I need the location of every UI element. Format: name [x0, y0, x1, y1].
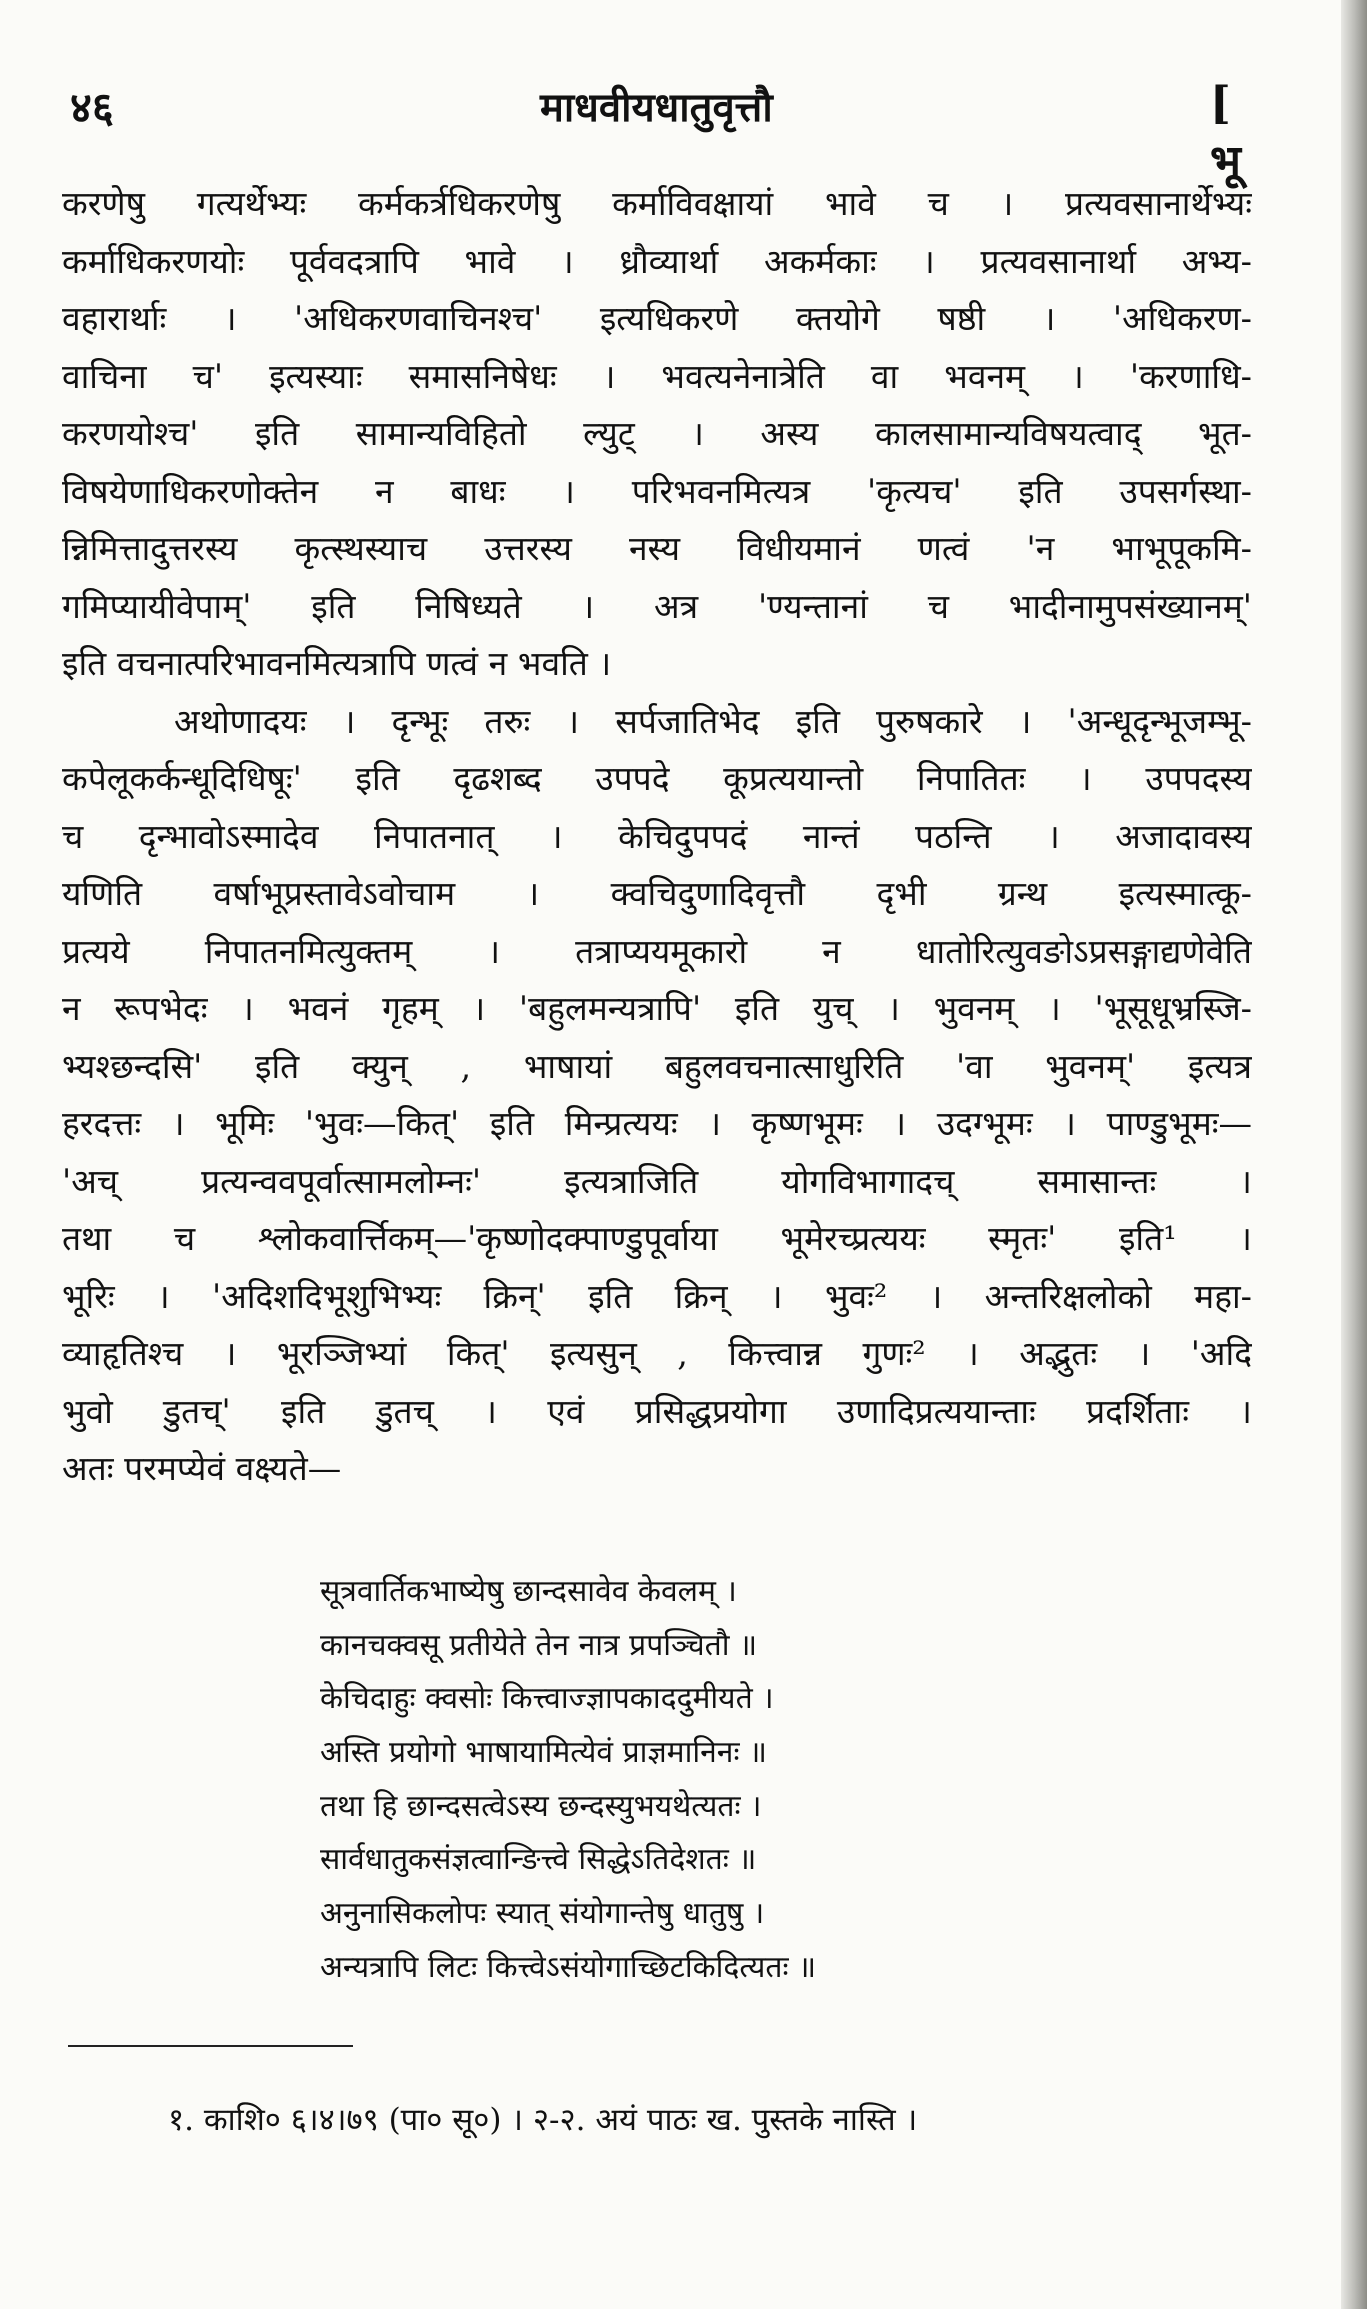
verse-line: अस्ति प्रयोगो भाषायामित्येवं प्राज्ञमानिनः ॥ [320, 1735, 768, 1771]
text-line: 'अच् प्रत्यन्ववपूर्वात्सामलोम्नः' इत्यत्राजिति योगविभागादच् समासान्तः । [62, 1161, 1252, 1201]
text-line: कर्माधिकरणयोः पूर्ववदत्रापि भावे । ध्रौव्यार्था अकर्मकाः । प्रत्यवसानार्था अभ्य- [62, 241, 1252, 281]
page-edge-shadow [1341, 0, 1367, 2309]
text-line: विषयेणाधिकरणोक्तेन न बाधः । परिभवनमित्यत्र 'कृत्यच' इति उपसर्गस्था- [62, 471, 1252, 511]
footnotes: १. काशि० ६।४।७९ (पा० सू०) । २-२. अयं पाठः ख. पुस्तके नास्ति । [168, 2102, 918, 2138]
paragraph-start-line: अथोणादयः । दृन्भूः तरुः । सर्पजातिभेद इति पुरुषकारे । 'अन्धूदृन्भूजम्भू- [174, 701, 1252, 741]
text-line: कपेलूकर्कन्धूदिधिषूः' इति दृढशब्द उपपदे कूप्रत्ययान्तो निपातितः । उपपदस्य [62, 759, 1252, 798]
text-line: गमिप्यायीवेपाम्' इति निषिध्यते । अत्र 'ण्यन्तानां च भादीनामुपसंख्यानम्' [62, 586, 1252, 626]
text-line: करणेषु गत्यर्थेभ्यः कर्मकर्त्रधिकरणेषु कर्माविवक्षायां भावे च । प्रत्यवसानार्थेभ्यः [62, 184, 1252, 223]
verse-line: अन्यत्रापि लिटः कित्त्वेऽसंयोगाच्छिटकिदित्यतः ॥ [320, 1949, 817, 1985]
text-line: व्याहृतिश्च । भूरञ्जिभ्यां कित्' इत्यसुन् , कित्त्वान्न गुणः² । अद्भुतः । 'अदि [62, 1334, 1252, 1373]
text-line: वाचिना च' इत्यस्याः समासनिषेधः । भवत्यनेनात्रेति वा भवनम् । 'करणाधि- [62, 356, 1252, 396]
text-line: करणयोश्च' इति सामान्यविहितो ल्युट् । अस्य कालसामान्यविषयत्वाद् भूत- [62, 414, 1252, 453]
text-line: इति वचनात्परिभावनमित्यत्रापि णत्वं न भवति । [62, 644, 612, 683]
text-line: भुवो डुतच्' इति डुतच् । एवं प्रसिद्धप्रयोगा उणादिप्रत्ययान्ताः प्रदर्शिताः । [62, 1391, 1252, 1431]
verse-line: अनुनासिकलोपः स्यात् संयोगान्तेषु धातुषु । [320, 1896, 765, 1932]
verse-line: केचिदाहुः क्वसोः कित्त्वाज्ज्ञापकाददुमीयते । [320, 1681, 774, 1717]
verse-line: सार्वधातुकसंज्ञत्वान्ङित्त्वे सिद्धेऽतिदेशतः ॥ [320, 1842, 757, 1878]
verse-block [320, 1565, 960, 1995]
text-line: न्निमित्तादुत्तरस्य कृत्स्थस्याच उत्तरस्य नस्य विधीयमानं णत्वं 'न भाभूपूकमि- [62, 529, 1252, 568]
verse-line: सूत्रवार्तिकभाष्येषु छान्दसावेव केवलम् । [320, 1574, 737, 1609]
running-title: माधवीयधातुवृत्तौ [540, 84, 773, 131]
text-line: च दृन्भावोऽस्मादेव निपातनात् । केचिदुपपदं नान्तं पठन्ति । अजादावस्य [62, 816, 1252, 856]
text-line: प्रत्यये निपातनमित्युक्तम् । तत्राप्ययमूकारो न धातोरित्युवङोऽप्रसङ्गाद्यणेवेति [62, 931, 1252, 971]
text-line: हरदत्तः । भूमिः 'भुवः—कित्' इति मिन्प्रत्ययः । कृष्णभूमः । उदग्भूमः । पाण्डुभूमः— [62, 1104, 1252, 1143]
page-number: ४६ [70, 83, 114, 132]
footnote-divider [68, 2045, 353, 2047]
section-marker: [ भू [1210, 78, 1241, 187]
verse-line: तथा हि छान्दसत्वेऽस्य छन्दस्युभयथेत्यतः । [320, 1788, 762, 1824]
verse-line: कानचक्वसू प्रतीयेते तेन नात्र प्रपञ्चितौ ॥ [320, 1627, 758, 1663]
text-line: भ्यश्छन्दसि' इति क्युन् , भाषायां बहुलवचनात्साधुरिति 'वा भुवनम्' इत्यत्र [62, 1046, 1252, 1086]
text-line: अतः परमप्येवं वक्ष्यते— [62, 1449, 342, 1488]
text-line: न रूपभेदः । भवनं गृहम् । 'बहुलमन्यत्रापि' इति युच् । भुवनम् । 'भूसूधूभ्रस्जि- [62, 989, 1252, 1028]
page-header [70, 78, 1270, 187]
main-text [62, 175, 1252, 1498]
text-line: भूरिः । 'अदिशदिभूशुभिभ्यः क्रिन्' इति क्रिन् । भुवः² । अन्तरिक्षलोको महा- [62, 1276, 1252, 1316]
text-line: यणिति वर्षाभूप्रस्तावेऽवोचाम । क्वचिदुणादिवृत्तौ दृभी ग्रन्थ इत्यस्मात्कू- [62, 874, 1252, 913]
text-line: वहारार्थाः । 'अधिकरणवाचिनश्च' इत्यधिकरणे क्तयोगे षष्ठी । 'अधिकरण- [62, 299, 1252, 338]
text-line: तथा च श्लोकवार्त्तिकम्—'कृष्णोदक्पाण्डुपूर्वाया भूमेरच्प्रत्ययः स्मृतः' इति¹ । [62, 1219, 1252, 1258]
